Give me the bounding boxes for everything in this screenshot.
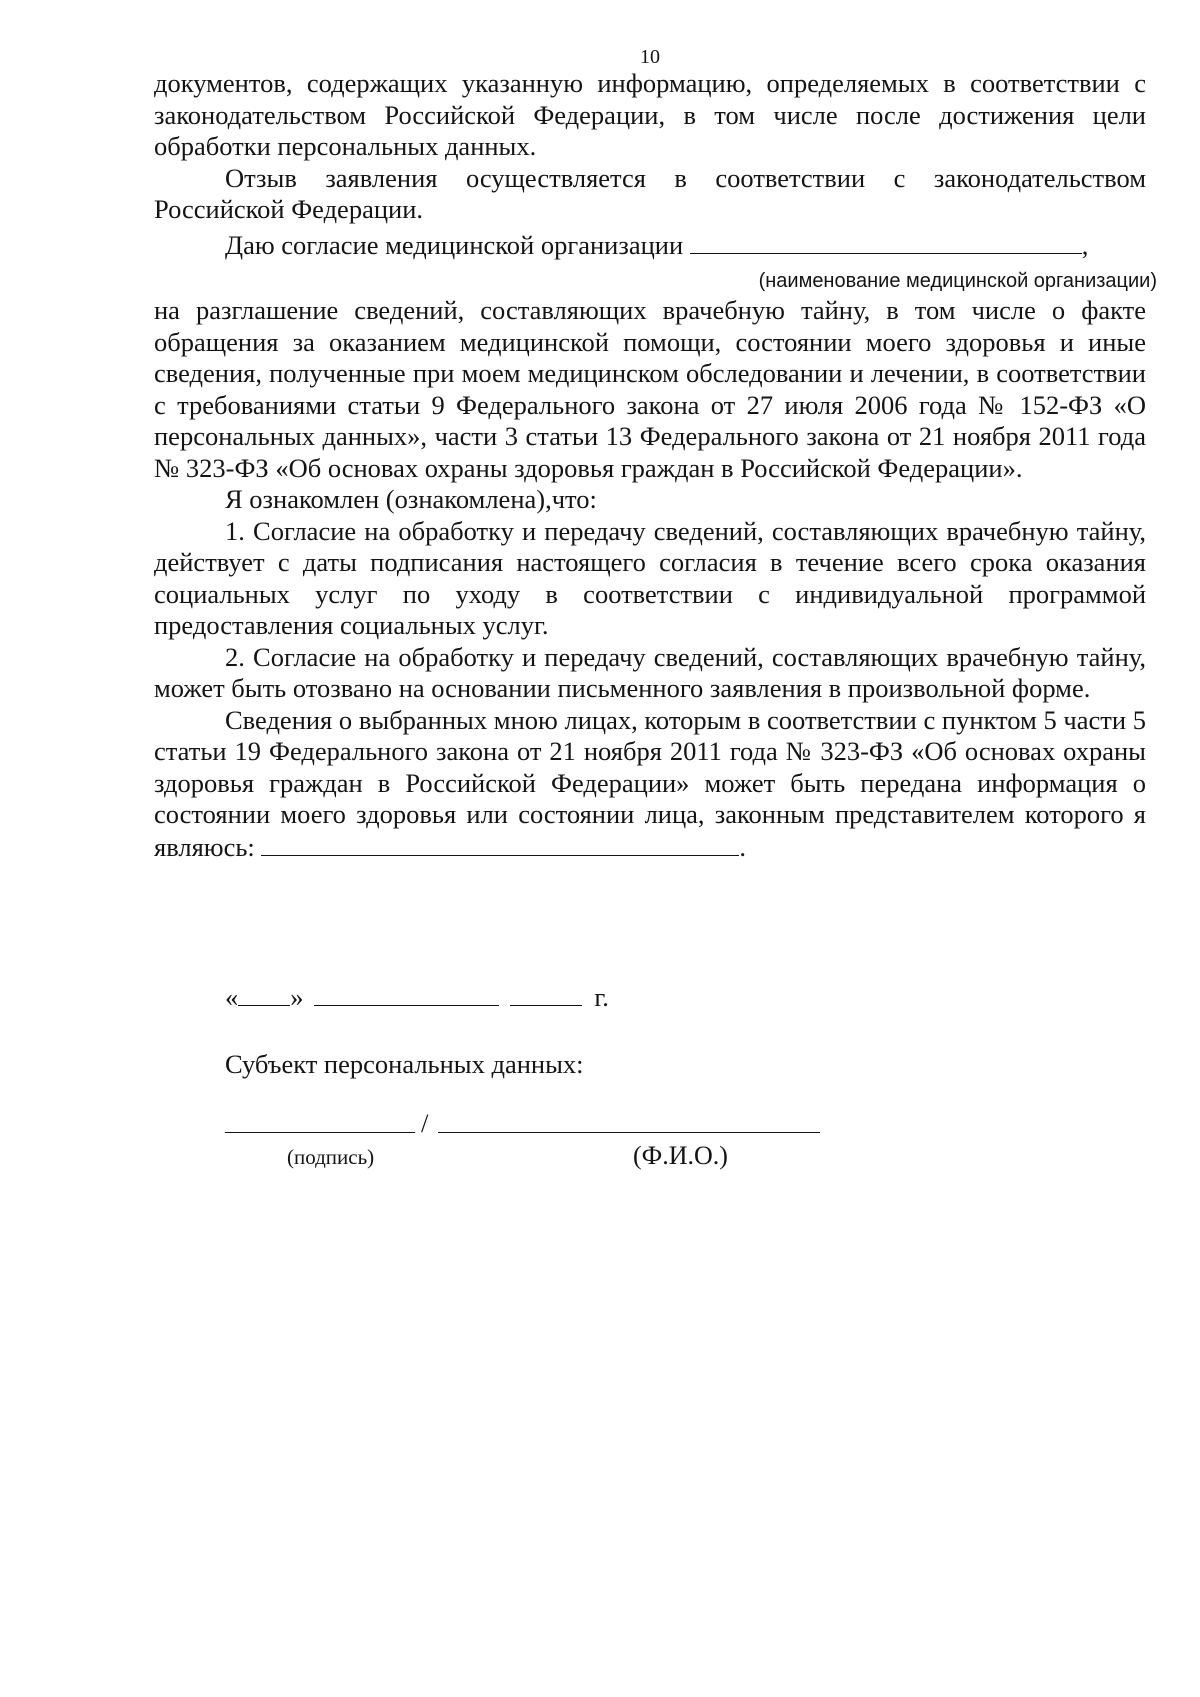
paragraph-item-1: 1. Согласие на обработку и передачу сведений, составляющих врачебную тайну, действует с даты подписания настоящего согласия в течение всего срока оказания социальных услуг по уходу в соответствии с индивидуальной программой предоставления социальных услуг. — [154, 515, 1146, 640]
subject-label: Субъект персональных данных: — [225, 1049, 584, 1079]
organization-name-hint: (наименование медицинской организации) — [758, 270, 1157, 292]
date-open-quote: « — [225, 982, 239, 1012]
date-line — [225, 982, 625, 1014]
trusted-persons-field[interactable] — [261, 831, 739, 856]
paragraph-acknowledged: Я ознакомлен (ознакомлена),что: — [225, 484, 597, 514]
signature-field[interactable] — [225, 1132, 415, 1133]
organization-name-field[interactable] — [690, 229, 1082, 254]
main-text — [154, 295, 1146, 863]
paragraph-disclosure: на разглашение сведений, составляющих врачебную тайну, в том числе о факте обращения за оказанием медицинской помощи, состоянии моего здоровья и иные сведения, полученные при моем медицинском обследовании и лечении, в соответствии с требованиями статьи 9 Федерального закона от 27 июля 2006 года № 152-ФЗ «О персональных данных», части 3 статьи 13 Федерального закона от 21 ноября 2011 года № 323-ФЗ «Об основах охраны здоровья граждан в Российской Федерации». — [154, 295, 1146, 483]
consent-comma: , — [1081, 230, 1089, 260]
page-number: 10 — [640, 46, 660, 68]
year-field[interactable] — [510, 983, 582, 1006]
fio-hint: (Ф.И.О.) — [633, 1141, 728, 1170]
paragraph-item-2: 2. Согласие на обработку и передачу сведений, составляющих врачебную тайну, может быть отозвано на основании письменного заявления в произвольной форме. — [154, 641, 1146, 703]
year-suffix: г. — [594, 982, 609, 1012]
paragraph-withdrawal: Отзыв заявления осуществляется в соответствии с законодательством Российской Федерации. — [154, 162, 1146, 224]
trusted-persons-text: Сведения о выбранных мною лицах, которым в соответствии с пунктом 5 части 5 статьи 19 Федерального закона от 21 ноября 2011 года № 323-ФЗ «Об основах охраны здоровья граждан в Российской Федерации» может быть передана информация о состоянии моего здоровья или состоянии лица, законным представителем которого я являюсь: — [154, 704, 1146, 862]
paragraph-trusted-persons — [154, 705, 1146, 864]
fio-field[interactable] — [438, 1132, 820, 1133]
consent-lead: Даю согласие медицинской организации — [225, 230, 684, 260]
signature-slash: / — [421, 1108, 429, 1138]
paragraph-1: документов, содержащих указанную информацию, определяемых в соответствии с законодательством Российской Федерации, в том числе после достижения цели обработки персональных данных. — [154, 68, 1146, 161]
consent-line — [225, 229, 1088, 262]
signature-hint: (подпись) — [287, 1145, 375, 1169]
month-field[interactable] — [314, 983, 499, 1006]
trusted-persons-period: . — [739, 831, 747, 862]
paragraph-continuation — [154, 68, 1146, 226]
date-close-quote: » — [290, 982, 304, 1012]
day-field[interactable] — [238, 983, 290, 1006]
